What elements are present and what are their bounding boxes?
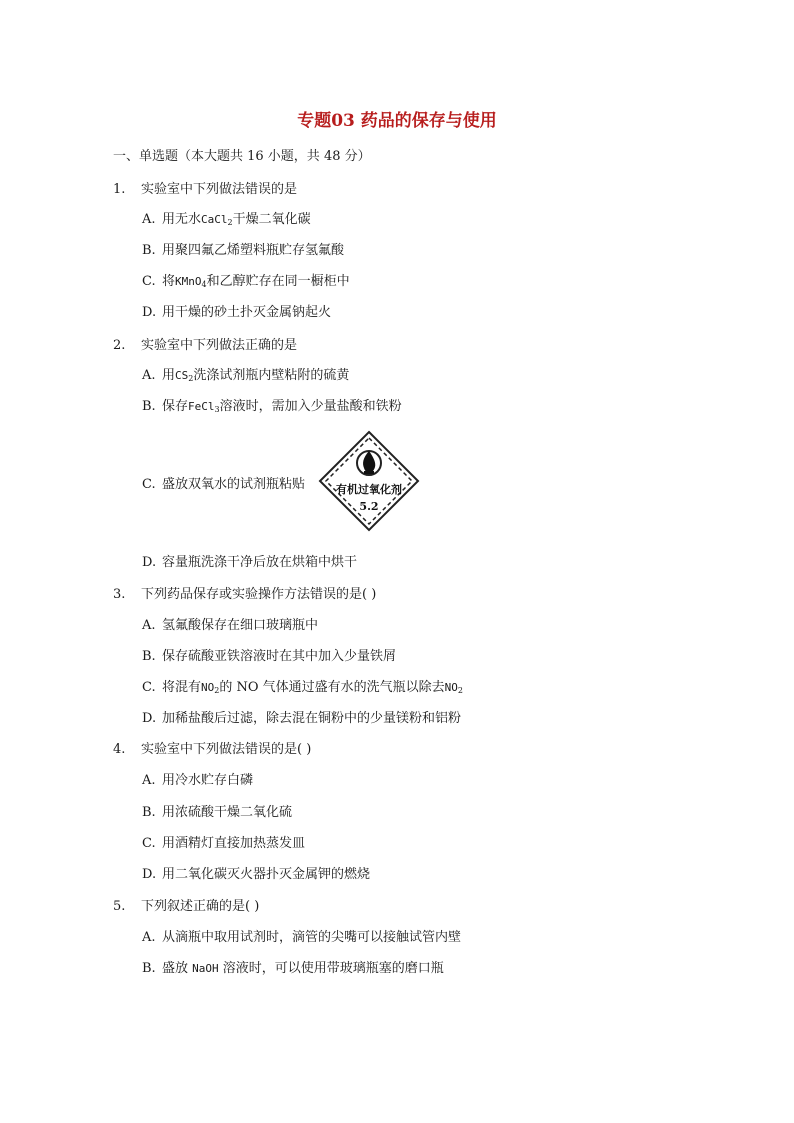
question-stem: 下列叙述正确的是( ): [141, 899, 260, 914]
question-3: [113, 583, 376, 602]
q5-option-b: [142, 957, 444, 976]
formula-subscript: 4: [201, 280, 207, 289]
q1-option-c: [142, 270, 350, 289]
q4-option-b: [142, 801, 292, 820]
question-stem: 下列药品保存或实验操作方法错误的是( ): [141, 587, 377, 602]
chemical-formula: KMnO: [175, 275, 202, 288]
option-letter: D.: [142, 711, 157, 726]
option-letter: B.: [142, 399, 156, 414]
option-letter: D.: [142, 305, 157, 320]
option-text: 用: [162, 368, 176, 383]
formula-subscript: 2: [214, 686, 220, 695]
option-text: 盛放双氧水的试剂瓶粘贴: [162, 477, 306, 492]
option-text: 盛放: [162, 961, 193, 976]
option-text: 干燥二氧化碳: [232, 212, 311, 227]
q3-option-d: [142, 707, 461, 726]
q4-option-c: [142, 832, 305, 851]
q4-option-a: [142, 769, 253, 788]
option-text: 的 NO 气体通过盛有水的洗气瓶以除去: [219, 680, 445, 695]
chemical-formula: FeCl: [188, 400, 215, 413]
option-letter: B.: [142, 243, 156, 258]
formula-subscript: 2: [227, 218, 233, 227]
option-letter: A.: [142, 368, 156, 383]
option-text: 从滴瓶中取用试剂时，滴管的尖嘴可以接触试管内壁: [162, 930, 462, 945]
option-letter: A.: [142, 773, 156, 788]
question-5: [113, 895, 259, 914]
q1-option-b: [142, 239, 344, 258]
option-text: 用聚四氟乙烯塑料瓶贮存氢氟酸: [162, 243, 345, 258]
option-text: 洗涤试剂瓶内壁粘附的硫黄: [193, 368, 350, 383]
option-letter: B.: [142, 805, 156, 820]
question-number: 4.: [113, 742, 126, 757]
q1-option-d: [142, 301, 331, 320]
option-letter: B.: [142, 961, 156, 976]
option-text: 和乙醇贮存在同一橱柜中: [206, 274, 350, 289]
formula-subscript: 2: [188, 374, 194, 383]
option-letter: D.: [142, 867, 157, 882]
q3-option-a: [142, 614, 318, 633]
option-text: 氢氟酸保存在细口玻璃瓶中: [162, 618, 319, 633]
option-text: 加稀盐酸后过滤，除去混在铜粉中的少量镁粉和铝粉: [162, 711, 462, 726]
question-2: [113, 334, 297, 353]
option-letter: C.: [142, 477, 156, 492]
formula-subscript: 2: [457, 686, 464, 695]
q4-option-d: [142, 863, 370, 882]
question-stem: 实验室中下列做法正确的是: [141, 338, 298, 353]
label-text: 有机过氧化剂: [336, 483, 402, 496]
organic-peroxide-label: [318, 430, 420, 532]
option-letter: A.: [142, 618, 156, 633]
option-letter: D.: [142, 555, 157, 570]
q3-option-c: [142, 676, 463, 695]
option-text: 用无水: [162, 212, 202, 227]
option-text: 用浓硫酸干燥二氧化硫: [162, 805, 293, 820]
label-code: 5.2: [359, 500, 379, 513]
option-letter: C.: [142, 680, 156, 695]
option-letter: C.: [142, 274, 156, 289]
question-number: 5.: [113, 899, 126, 914]
option-text: 用冷水贮存白磷: [162, 773, 254, 788]
chemical-formula: NO: [444, 681, 458, 694]
option-text: 溶液时，需加入少量盐酸和铁粉: [219, 399, 402, 414]
option-text: 溶液时，可以使用带玻璃瓶塞的磨口瓶: [218, 961, 444, 976]
option-text: 用二氧化碳灭火器扑灭金属钾的燃烧: [162, 867, 371, 882]
q5-option-a: [142, 926, 461, 945]
q2-option-d: [142, 551, 357, 570]
chemical-formula: CS: [175, 369, 189, 382]
chemical-formula: NO: [201, 681, 215, 694]
question-1: [113, 178, 297, 197]
chemical-formula: CaCl: [201, 213, 228, 226]
question-number: 1.: [113, 182, 126, 197]
page-title: 专题03 药品的保存与使用: [297, 111, 497, 131]
label-outer-diamond: [320, 432, 418, 530]
option-text: 保存硫酸亚铁溶液时在其中加入少量铁屑: [162, 649, 397, 664]
option-text: 容量瓶洗涤干净后放在烘箱中烘干: [162, 555, 358, 570]
formula-subscript: 3: [214, 405, 220, 414]
question-stem: 实验室中下列做法错误的是( ): [141, 742, 312, 757]
option-text: 用酒精灯直接加热蒸发皿: [162, 836, 306, 851]
option-letter: B.: [142, 649, 156, 664]
q2-option-a: [142, 364, 349, 383]
question-number: 2.: [113, 338, 126, 353]
option-text: 将: [162, 274, 176, 289]
q1-option-a: [142, 208, 311, 227]
q2-option-b: [142, 395, 402, 414]
chemical-formula: NaOH: [192, 962, 219, 975]
question-number: 3.: [113, 587, 126, 602]
option-letter: A.: [142, 930, 156, 945]
question-4: [113, 738, 311, 757]
section-heading: 一、单选题（本大题共 16 小题，共 48 分）: [113, 149, 371, 164]
option-letter: A.: [142, 212, 156, 227]
option-letter: C.: [142, 836, 156, 851]
option-text: 将混有: [162, 680, 202, 695]
q3-option-b: [142, 645, 396, 664]
question-stem: 实验室中下列做法错误的是: [141, 182, 298, 197]
q2-option-c: [142, 473, 305, 492]
option-text: 用干燥的砂土扑灭金属钠起火: [162, 305, 332, 320]
option-text: 保存: [162, 399, 189, 414]
